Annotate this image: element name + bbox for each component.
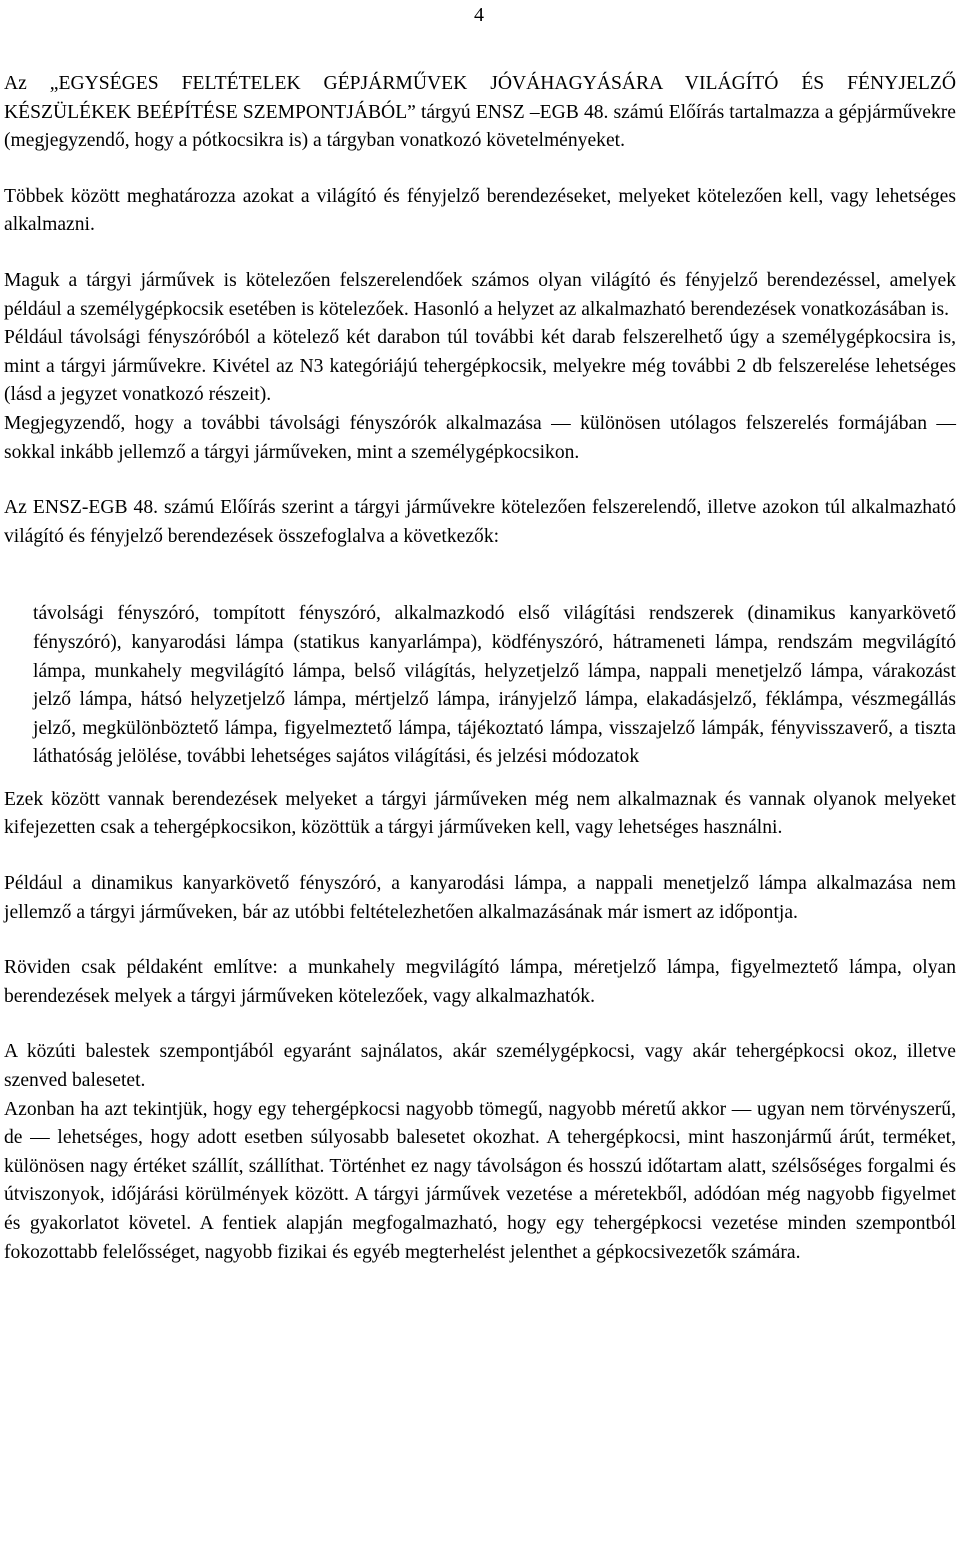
page-number: 4 [474,4,484,26]
paragraph-az-ensz-egb: Az ENSZ-EGB 48. számú Előírás szerint a tárgyi járművekre kötelezően felszerelendő, illetve azokon túl alkalmazható világító és fényjelző berendezések összefoglalva a következők: [4,497,956,547]
paragraph-tobbek-kozott: Többek között meghatározza azokat a világító és fényjelző berendezéseket, melyeket kötelezően kell, vagy lehetséges alkalmazni. [4,185,956,236]
paragraph-ezek-kozott: Ezek között vannak berendezések melyeket a tárgyi járműveken még nem alkalmaznak és vannak olyanok melyeket kifejezetten csak a tehergépkocsikon, közöttük a tárgyi járműveken kell, vagy lehetséges használni. [4,788,956,839]
paragraph-kozuti-balesetek: A közúti balestek szempontjából egyaránt sajnálatos, akár személygépkocsi, vagy akár tehergépkocsi okoz, illetve szenved balesetet. [4,1041,956,1092]
paragraph-azonban: Azonban ha azt tekintjük, hogy egy tehergépkocsi nagyobb tömegű, nagyobb méretű akkor — ugyan nem törvényszerű, de — lehetséges, hogy adott esetben súlyosabb balesetet okozhat. A tehergépkocsi, mint haszonjármű árút, terméket, különösen nagy értéket szállít, szállíthat. Történhet ez nagy távolságon és hosszú időtartam alatt, szélsőséges forgalmi és útviszonyok, időjárási körülmények között. A tárgyi járművek vezetése a méretekből, adódóan még nagyobb figyelmet és gyakorlatot követel. A fentiek alapján megfogalmazható, hogy egy tehergépkocsi vezetése minden szempontból fokozottabb felelősséget, nagyobb fizikai és egyéb megterhelést jelenthet a gépkocsivezetők számára. [4,1098,956,1263]
paragraph-megjegyzendo: Megjegyzendő, hogy a további távolsági fényszórók alkalmazása — különösen utólagos felszerelés formájában — sokkal inkább jellemző a tárgyi járműveken, mint a személygépkocsikon. [4,412,956,463]
paragraph-maguk-a-targyi: Maguk a tárgyi járművek is kötelezően felszerelendőek számos olyan világító és fényjelző berendezéssel, amelyek például a személygépkocsik esetében is kötelezőek. Hasonló a helyzet az alkalmazható berendezések vonatkozásában is. [4,269,956,320]
paragraph-peldaul-dinamikus: Például a dinamikus kanyarkövető fényszóró, a kanyarodási lámpa, a nappali menetjelző lámpa alkalmazása nem jellemző a tárgyi járműveken, bár az utóbbi feltételezhetően alkalmazásának már ismert az időpontja. [4,873,956,923]
paragraph-roviden: Röviden csak példaként említve: a munkahely megvilágító lámpa, méretjelző lámpa, figyelmeztető lámpa, olyan berendezések melyek a tárgyi járműveken kötelezőek, vagy alkalmazhatók. [4,957,956,1007]
paragraph-intro: Az „EGYSÉGES FELTÉTELEK GÉPJÁRMŰVEK JÓVÁHAGYÁSÁRA VILÁGÍTÓ ÉS FÉNYJELZŐ KÉSZÜLÉKEK BEÉPÍTÉSE SZEMPONTJÁBÓL” tárgyú ENSZ –EGB 48. számú Előírás tartalmazza a gépjárművekre (megjegyzendő, hogy a pótkocsikra is) a tárgyban vonatkozó követelményeket. [4,73,956,152]
paragraph-peldaul-tavolsagi: Például távolsági fényszóróból a kötelező két darabon túl további két darab felszerelhető úgy a személygépkocsira is, mint a tárgyi járművekre. Kivétel az N3 kategóriájú tehergépkocsik, melyekre még további 2 db felszerelése lehetséges (lásd a jegyzet vonatkozó részeit). [4,327,956,406]
paragraph-device-list: távolsági fényszóró, tompított fényszóró, alkalmazkodó első világítási rendszerek (dinamikus kanyarkövető fényszóró), kanyarodási lámpa (statikus kanyarlámpa), ködfényszóró, hátrameneti lámpa, rendszám megvilágító lámpa, munkahely megvilágító lámpa, belső világítás, helyzetjelző lámpa, nappali menetjelző lámpa, várakozást jelző lámpa, hátsó helyzetjelző lámpa, mértjelző lámpa, irányjelző lámpa, elakadásjelző, féklámpa, vészmegállás jelző, megkülönböztető lámpa, figyelmeztető lámpa, tájékoztató lámpa, visszajelző lámpák, fényvisszaverő, a tiszta láthatóság jelölése, további lehetséges sajátos világítási, és jelzési módozatok [33,603,956,768]
document-body [4,70,956,1267]
